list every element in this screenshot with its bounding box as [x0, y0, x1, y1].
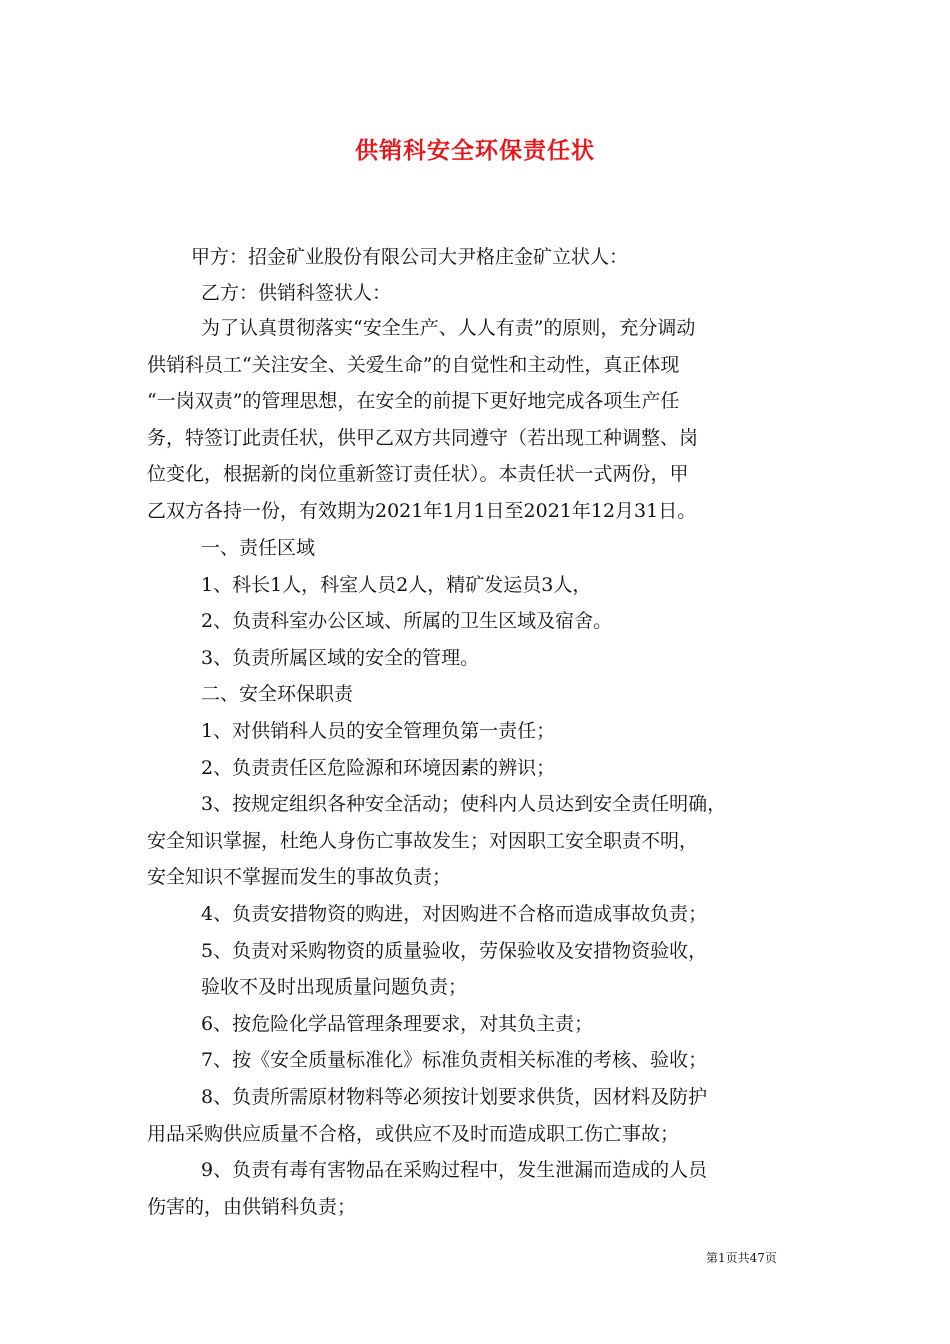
- list-item: 8、负责所需原材物料等必须按计划要求供货，因材料及防护: [201, 1086, 708, 1108]
- list-item: 1、对供销科人员的安全管理负第一责任；: [201, 720, 556, 742]
- list-item: 2、负责责任区危险源和环境因素的辨识；: [201, 757, 556, 779]
- page-number: 第1页共47页: [706, 1251, 777, 1265]
- list-item: 3、负责所属区域的安全的管理。: [201, 647, 480, 669]
- intro-line: 位变化，根据新的岗位重新签订责任状）。本责任状一式两份，甲: [147, 463, 689, 485]
- intro-line: 乙双方各持一份，有效期为2021年1月1日至2021年12月31日。: [147, 500, 697, 522]
- party-b-line: 乙方：供销科签状人：: [201, 282, 392, 304]
- section-heading: 一、责任区域: [201, 537, 316, 559]
- list-item: 1、科长1人，科室人员2人，精矿发运员3人，: [201, 574, 592, 596]
- page-title: 供销科安全环保责任状: [355, 137, 595, 164]
- section-heading: 二、安全环保职责: [201, 683, 354, 705]
- list-item-continuation: 安全知识不掌握而发生的事故负责；: [147, 866, 452, 888]
- list-item: 6、按危险化学品管理条理要求，对其负主责；: [201, 1013, 594, 1035]
- intro-line: “一岗双责”的管理思想，在安全的前提下更好地完成各项生产任: [147, 390, 680, 412]
- list-item: 5、负责对采购物资的质量验收，劳保验收及安措物资验收，: [201, 940, 708, 962]
- list-item-continuation: 伤害的，由供销科负责；: [147, 1196, 357, 1218]
- list-item-continuation: 安全知识掌握，杜绝人身伤亡事故发生；对因职工安全职责不明，: [147, 830, 699, 852]
- intro-line: 务，特签订此责任状，供甲乙双方共同遵守（若出现工种调整、岗: [147, 427, 699, 449]
- list-item: 7、按《安全质量标准化》标准负责相关标准的考核、验收；: [201, 1049, 708, 1071]
- intro-line: 为了认真贯彻落实“安全生产、人人有责”的原则，充分调动: [201, 317, 696, 339]
- list-item-continuation: 验收不及时出现质量问题负责；: [201, 976, 468, 998]
- list-item-continuation: 用品采购供应质量不合格，或供应不及时而造成职工伤亡事故；: [147, 1123, 680, 1145]
- list-item: 9、负责有毒有害物品在采购过程中，发生泄漏而造成的人员: [201, 1159, 708, 1181]
- list-item: 4、负责安措物资的购进，对因购进不合格而造成事故负责；: [201, 903, 708, 925]
- party-a-line: 甲方：招金矿业股份有限公司大尹格庄金矿立状人：: [191, 246, 629, 268]
- intro-line: 供销科员工“关注安全、关爱生命”的自觉性和主动性，真正体现: [147, 354, 680, 376]
- list-item: 2、负责科室办公区域、所属的卫生区域及宿舍。: [201, 610, 613, 632]
- list-item: 3、按规定组织各种安全活动；使科内人员达到安全责任明确，: [201, 793, 727, 815]
